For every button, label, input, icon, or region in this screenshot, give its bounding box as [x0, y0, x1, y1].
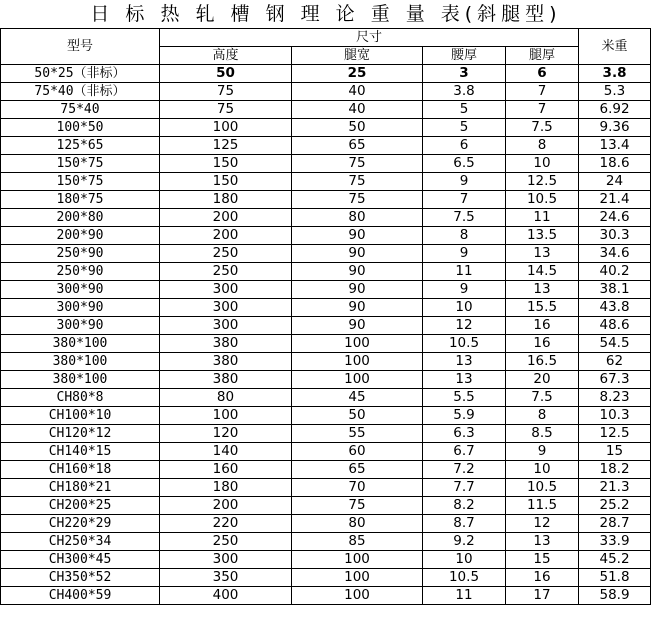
cell-model: CH300*45 — [1, 551, 160, 569]
cell-weight-per-meter: 8.23 — [579, 389, 651, 407]
cell-waist-thickness: 8.7 — [423, 515, 506, 533]
cell-leg-thickness: 8 — [506, 407, 579, 425]
header-row-top — [1, 29, 651, 47]
table-row — [1, 389, 651, 407]
cell-model: 300*90 — [1, 281, 160, 299]
cell-waist-thickness: 6.5 — [423, 155, 506, 173]
cell-leg-width: 100 — [292, 353, 423, 371]
cell-weight-per-meter: 25.2 — [579, 497, 651, 515]
cell-waist-thickness: 7.5 — [423, 209, 506, 227]
cell-leg-thickness: 10 — [506, 155, 579, 173]
cell-weight-per-meter: 45.2 — [579, 551, 651, 569]
cell-weight-per-meter: 30.3 — [579, 227, 651, 245]
cell-leg-width: 40 — [292, 101, 423, 119]
cell-weight-per-meter: 58.9 — [579, 587, 651, 605]
cell-model: CH350*52 — [1, 569, 160, 587]
cell-height: 380 — [160, 353, 292, 371]
cell-leg-width: 45 — [292, 389, 423, 407]
cell-model: 250*90 — [1, 245, 160, 263]
cell-waist-thickness: 7 — [423, 191, 506, 209]
cell-leg-thickness: 13 — [506, 245, 579, 263]
table-row — [1, 533, 651, 551]
cell-weight-per-meter: 13.4 — [579, 137, 651, 155]
cell-leg-thickness: 12 — [506, 515, 579, 533]
cell-waist-thickness: 13 — [423, 371, 506, 389]
cell-height: 380 — [160, 335, 292, 353]
cell-leg-thickness: 13 — [506, 533, 579, 551]
cell-leg-width: 80 — [292, 515, 423, 533]
cell-leg-width: 100 — [292, 587, 423, 605]
table-row — [1, 137, 651, 155]
table-row — [1, 461, 651, 479]
cell-weight-per-meter: 43.8 — [579, 299, 651, 317]
table-row — [1, 587, 651, 605]
cell-leg-width: 90 — [292, 227, 423, 245]
cell-leg-width: 90 — [292, 245, 423, 263]
cell-leg-thickness: 20 — [506, 371, 579, 389]
cell-leg-width: 25 — [292, 65, 423, 83]
table-row — [1, 515, 651, 533]
cell-height: 180 — [160, 479, 292, 497]
cell-model: CH120*12 — [1, 425, 160, 443]
table-row — [1, 263, 651, 281]
cell-model: 300*90 — [1, 317, 160, 335]
cell-waist-thickness: 10 — [423, 551, 506, 569]
cell-weight-per-meter: 3.8 — [579, 65, 651, 83]
cell-leg-width: 90 — [292, 281, 423, 299]
table-row — [1, 443, 651, 461]
table-row — [1, 191, 651, 209]
cell-waist-thickness: 11 — [423, 587, 506, 605]
cell-height: 300 — [160, 317, 292, 335]
cell-weight-per-meter: 51.8 — [579, 569, 651, 587]
cell-model: 150*75 — [1, 155, 160, 173]
cell-leg-width: 55 — [292, 425, 423, 443]
cell-height: 400 — [160, 587, 292, 605]
cell-model: CH250*34 — [1, 533, 160, 551]
cell-waist-thickness: 12 — [423, 317, 506, 335]
cell-leg-thickness: 6 — [506, 65, 579, 83]
cell-weight-per-meter: 18.6 — [579, 155, 651, 173]
table-row — [1, 497, 651, 515]
table-row — [1, 425, 651, 443]
cell-model: CH140*15 — [1, 443, 160, 461]
cell-leg-width: 90 — [292, 299, 423, 317]
cell-leg-thickness: 11.5 — [506, 497, 579, 515]
header-size: 尺寸 — [160, 29, 579, 47]
table-row — [1, 299, 651, 317]
cell-weight-per-meter: 18.2 — [579, 461, 651, 479]
cell-waist-thickness: 10.5 — [423, 335, 506, 353]
header-leg-thickness: 腿厚 — [506, 47, 579, 65]
cell-weight-per-meter: 62 — [579, 353, 651, 371]
cell-height: 125 — [160, 137, 292, 155]
cell-weight-per-meter: 21.4 — [579, 191, 651, 209]
cell-leg-thickness: 16 — [506, 569, 579, 587]
cell-leg-thickness: 7 — [506, 101, 579, 119]
cell-leg-thickness: 15.5 — [506, 299, 579, 317]
cell-model: 300*90 — [1, 299, 160, 317]
cell-leg-width: 100 — [292, 551, 423, 569]
cell-model: CH200*25 — [1, 497, 160, 515]
cell-weight-per-meter: 38.1 — [579, 281, 651, 299]
cell-leg-thickness: 7.5 — [506, 119, 579, 137]
cell-waist-thickness: 6.7 — [423, 443, 506, 461]
cell-waist-thickness: 7.2 — [423, 461, 506, 479]
cell-height: 120 — [160, 425, 292, 443]
cell-leg-width: 85 — [292, 533, 423, 551]
cell-weight-per-meter: 48.6 — [579, 317, 651, 335]
cell-leg-thickness: 11 — [506, 209, 579, 227]
cell-leg-width: 60 — [292, 443, 423, 461]
cell-waist-thickness: 5 — [423, 101, 506, 119]
table-row — [1, 209, 651, 227]
cell-height: 250 — [160, 245, 292, 263]
cell-weight-per-meter: 28.7 — [579, 515, 651, 533]
cell-model: 100*50 — [1, 119, 160, 137]
cell-model: 180*75 — [1, 191, 160, 209]
cell-model: CH220*29 — [1, 515, 160, 533]
cell-leg-width: 90 — [292, 263, 423, 281]
cell-leg-thickness: 15 — [506, 551, 579, 569]
table-row — [1, 551, 651, 569]
cell-model: 380*100 — [1, 335, 160, 353]
cell-weight-per-meter: 54.5 — [579, 335, 651, 353]
cell-leg-thickness: 14.5 — [506, 263, 579, 281]
cell-height: 250 — [160, 533, 292, 551]
cell-height: 180 — [160, 191, 292, 209]
cell-height: 300 — [160, 299, 292, 317]
cell-leg-thickness: 13 — [506, 281, 579, 299]
cell-weight-per-meter: 15 — [579, 443, 651, 461]
cell-waist-thickness: 10 — [423, 299, 506, 317]
table-row — [1, 101, 651, 119]
cell-leg-thickness: 10.5 — [506, 191, 579, 209]
header-waist-thickness: 腰厚 — [423, 47, 506, 65]
table-row — [1, 335, 651, 353]
cell-weight-per-meter: 67.3 — [579, 371, 651, 389]
cell-model: 200*90 — [1, 227, 160, 245]
cell-height: 160 — [160, 461, 292, 479]
cell-height: 200 — [160, 227, 292, 245]
cell-weight-per-meter: 24 — [579, 173, 651, 191]
cell-waist-thickness: 5.5 — [423, 389, 506, 407]
cell-waist-thickness: 5 — [423, 119, 506, 137]
cell-weight-per-meter: 33.9 — [579, 533, 651, 551]
cell-leg-thickness: 10.5 — [506, 479, 579, 497]
table-row — [1, 227, 651, 245]
cell-leg-width: 100 — [292, 371, 423, 389]
cell-waist-thickness: 10.5 — [423, 569, 506, 587]
table-row — [1, 281, 651, 299]
cell-leg-width: 90 — [292, 317, 423, 335]
cell-height: 300 — [160, 551, 292, 569]
cell-height: 75 — [160, 83, 292, 101]
table-row — [1, 83, 651, 101]
header-leg-width: 腿宽 — [292, 47, 423, 65]
cell-leg-thickness: 8.5 — [506, 425, 579, 443]
cell-leg-thickness: 7 — [506, 83, 579, 101]
cell-height: 200 — [160, 209, 292, 227]
table-title: 日 标 热 轧 槽 钢 理 论 重 量 表(斜腿型) — [90, 3, 562, 25]
cell-weight-per-meter: 12.5 — [579, 425, 651, 443]
table-row — [1, 245, 651, 263]
cell-waist-thickness: 6 — [423, 137, 506, 155]
cell-leg-thickness: 16 — [506, 335, 579, 353]
cell-model: 75*40 — [1, 101, 160, 119]
cell-weight-per-meter: 34.6 — [579, 245, 651, 263]
cell-leg-width: 70 — [292, 479, 423, 497]
table-row — [1, 479, 651, 497]
cell-height: 140 — [160, 443, 292, 461]
table-row — [1, 353, 651, 371]
cell-height: 220 — [160, 515, 292, 533]
steel-weight-table — [0, 28, 651, 605]
cell-waist-thickness: 3.8 — [423, 83, 506, 101]
cell-waist-thickness: 11 — [423, 263, 506, 281]
cell-height: 200 — [160, 497, 292, 515]
cell-weight-per-meter: 24.6 — [579, 209, 651, 227]
cell-leg-width: 50 — [292, 119, 423, 137]
cell-waist-thickness: 6.3 — [423, 425, 506, 443]
cell-model: CH400*59 — [1, 587, 160, 605]
cell-leg-width: 75 — [292, 155, 423, 173]
cell-waist-thickness: 9 — [423, 173, 506, 191]
cell-leg-thickness: 16.5 — [506, 353, 579, 371]
cell-model: 75*40（非标） — [1, 83, 160, 101]
cell-model: CH80*8 — [1, 389, 160, 407]
cell-leg-thickness: 12.5 — [506, 173, 579, 191]
cell-leg-thickness: 9 — [506, 443, 579, 461]
cell-model: 250*90 — [1, 263, 160, 281]
cell-weight-per-meter: 10.3 — [579, 407, 651, 425]
cell-height: 100 — [160, 119, 292, 137]
cell-model: 125*65 — [1, 137, 160, 155]
cell-leg-width: 100 — [292, 569, 423, 587]
cell-weight-per-meter: 40.2 — [579, 263, 651, 281]
cell-model: 380*100 — [1, 353, 160, 371]
cell-height: 250 — [160, 263, 292, 281]
cell-leg-thickness: 10 — [506, 461, 579, 479]
cell-leg-width: 75 — [292, 497, 423, 515]
cell-weight-per-meter: 6.92 — [579, 101, 651, 119]
cell-waist-thickness: 9 — [423, 245, 506, 263]
cell-leg-width: 40 — [292, 83, 423, 101]
cell-leg-thickness: 8 — [506, 137, 579, 155]
cell-leg-width: 50 — [292, 407, 423, 425]
cell-waist-thickness: 8.2 — [423, 497, 506, 515]
cell-leg-thickness: 17 — [506, 587, 579, 605]
cell-leg-thickness: 13.5 — [506, 227, 579, 245]
cell-waist-thickness: 5.9 — [423, 407, 506, 425]
cell-model: 50*25（非标） — [1, 65, 160, 83]
cell-leg-thickness: 16 — [506, 317, 579, 335]
table-row — [1, 119, 651, 137]
cell-waist-thickness: 9.2 — [423, 533, 506, 551]
table-row — [1, 65, 651, 83]
cell-weight-per-meter: 21.3 — [579, 479, 651, 497]
cell-leg-width: 75 — [292, 191, 423, 209]
cell-height: 75 — [160, 101, 292, 119]
cell-height: 150 — [160, 173, 292, 191]
cell-weight-per-meter: 5.3 — [579, 83, 651, 101]
cell-weight-per-meter: 9.36 — [579, 119, 651, 137]
table-row — [1, 173, 651, 191]
header-model: 型号 — [1, 29, 160, 65]
cell-model: 150*75 — [1, 173, 160, 191]
cell-height: 80 — [160, 389, 292, 407]
cell-leg-width: 65 — [292, 461, 423, 479]
cell-height: 100 — [160, 407, 292, 425]
table-row — [1, 407, 651, 425]
cell-waist-thickness: 13 — [423, 353, 506, 371]
header-height: 高度 — [160, 47, 292, 65]
table-row — [1, 155, 651, 173]
cell-model: 380*100 — [1, 371, 160, 389]
cell-model: CH160*18 — [1, 461, 160, 479]
cell-leg-width: 65 — [292, 137, 423, 155]
cell-leg-width: 75 — [292, 173, 423, 191]
cell-leg-width: 100 — [292, 335, 423, 353]
cell-height: 50 — [160, 65, 292, 83]
cell-model: CH100*10 — [1, 407, 160, 425]
table-row — [1, 569, 651, 587]
cell-waist-thickness: 3 — [423, 65, 506, 83]
cell-height: 350 — [160, 569, 292, 587]
header-weight-per-meter: 米重 — [579, 29, 651, 65]
cell-waist-thickness: 8 — [423, 227, 506, 245]
cell-waist-thickness: 9 — [423, 281, 506, 299]
cell-leg-width: 80 — [292, 209, 423, 227]
cell-waist-thickness: 7.7 — [423, 479, 506, 497]
cell-model: CH180*21 — [1, 479, 160, 497]
cell-height: 300 — [160, 281, 292, 299]
table-row — [1, 371, 651, 389]
cell-height: 150 — [160, 155, 292, 173]
cell-height: 380 — [160, 371, 292, 389]
cell-leg-thickness: 7.5 — [506, 389, 579, 407]
table-row — [1, 317, 651, 335]
cell-model: 200*80 — [1, 209, 160, 227]
